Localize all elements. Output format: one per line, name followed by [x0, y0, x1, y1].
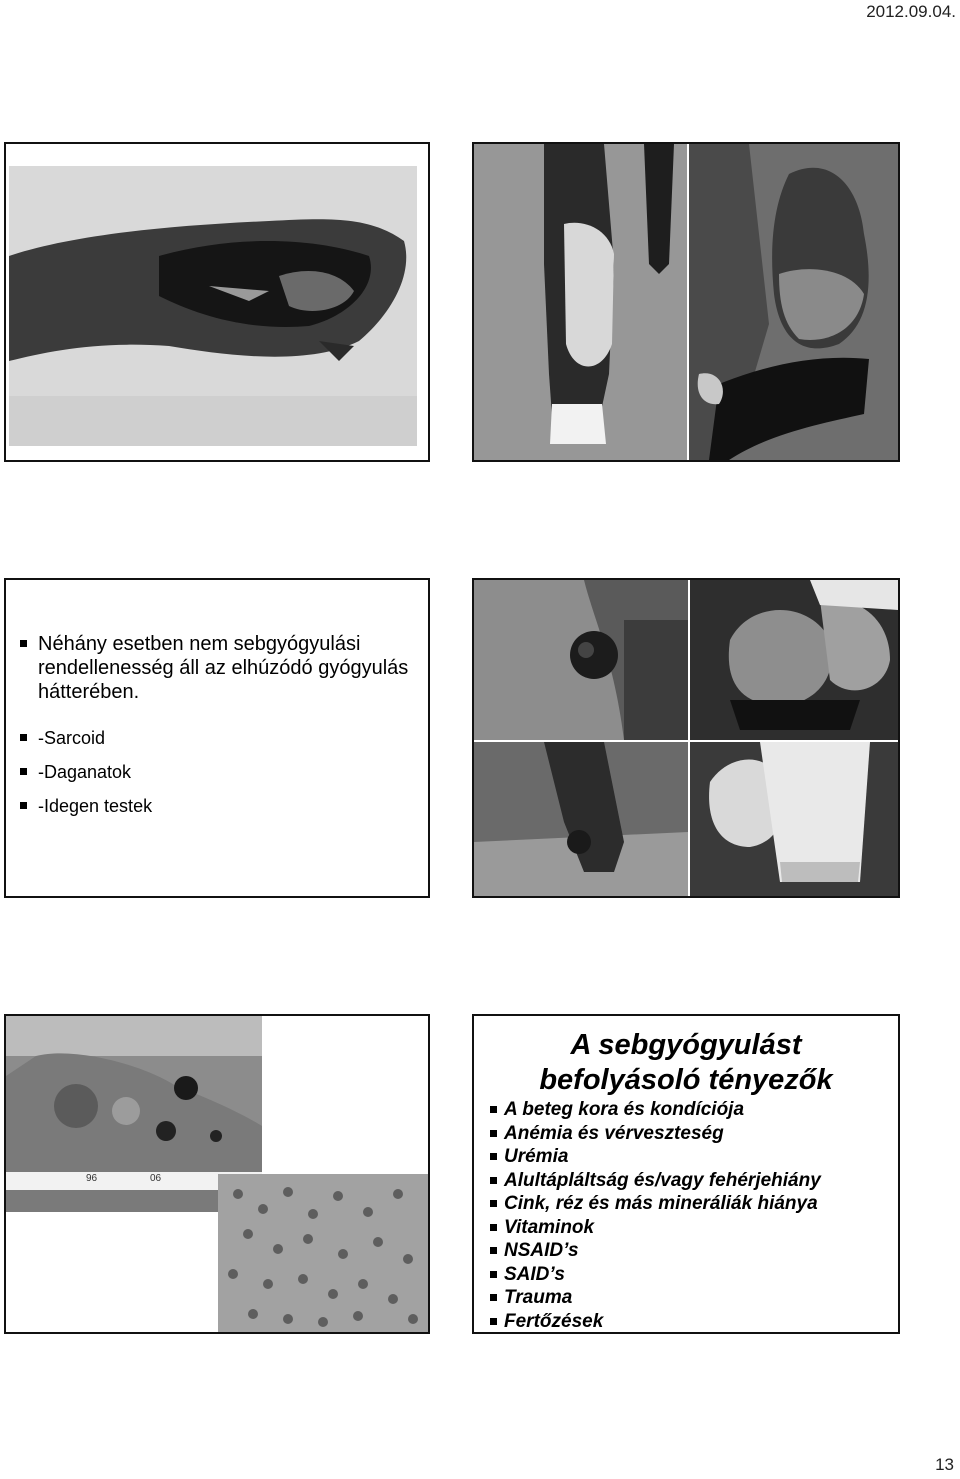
- leg-photo-left: [474, 144, 687, 460]
- bullet-square-icon: [490, 1318, 497, 1325]
- slide-leg-photos: [472, 142, 900, 462]
- slide6-bullet: [474, 1122, 898, 1146]
- slide-healing-factors: [472, 1014, 900, 1334]
- bullet-square-icon: [20, 640, 27, 647]
- bullet-square-icon: [490, 1294, 497, 1301]
- slide6-title-line2: befolyásoló tényezők: [539, 1064, 833, 1096]
- ruler-label-1: 96: [86, 1173, 98, 1184]
- bullet-text: -Idegen testek: [38, 796, 153, 816]
- bullet-square-icon: [20, 768, 27, 775]
- tumor-photo-bottom-left: [474, 742, 688, 896]
- bullet-text: Fertőzések: [504, 1310, 604, 1332]
- bullet-text: Urémia: [504, 1146, 569, 1167]
- slide6-bullet: [474, 1192, 898, 1216]
- tumor-photo-bottom-right: [690, 742, 898, 896]
- bullet-text: Cink, réz és más mineráliák hiánya: [504, 1193, 818, 1214]
- bullet-text: Néhány esetben nem sebgyógyulási rendellenesség áll az elhúzódó gyógyulás hátterében.: [38, 633, 409, 703]
- bullet-text: A beteg kora és kondíciója: [504, 1099, 745, 1120]
- slide-tumor-photos: [472, 578, 900, 898]
- slide3-bullet-1: [6, 632, 428, 704]
- bullet-square-icon: [490, 1247, 497, 1254]
- bullet-text: NSAID’s: [504, 1240, 579, 1261]
- bullet-text: Anémia és vérveszteség: [504, 1122, 724, 1144]
- tumor-photo-top-left: [474, 580, 688, 740]
- bullet-square-icon: [490, 1200, 497, 1207]
- page-date: 2012.09.04.: [866, 2, 956, 21]
- bullet-square-icon: [20, 734, 27, 741]
- slide6-title: [474, 1028, 898, 1098]
- slide6-title-line1: A sebgyógyulást: [570, 1029, 802, 1061]
- slide3-bullet-3: [6, 760, 428, 784]
- slide3-bullet-list: [6, 632, 428, 818]
- slide6-bullet: [474, 1239, 898, 1263]
- histology-photo: [218, 1174, 428, 1332]
- slide-sarcoid-histology: [4, 1014, 430, 1334]
- slide3-bullet-4: [6, 794, 428, 818]
- slide6-bullet: [474, 1286, 898, 1310]
- bullet-text: Alultápláltság és/vagy fehérjehiány: [504, 1169, 821, 1191]
- bullet-square-icon: [490, 1106, 497, 1113]
- slide6-bullet-list: [474, 1098, 898, 1333]
- leg-photo-right: [689, 144, 898, 460]
- slide-sarcoid-text: [4, 578, 430, 898]
- wound-photo: [9, 166, 417, 446]
- bullet-text: Vitaminok: [504, 1216, 595, 1238]
- ruler-label-2: 06: [150, 1173, 162, 1184]
- slide-wound-photo: [4, 142, 430, 462]
- slide6-bullet: [474, 1310, 898, 1334]
- bullet-text: SAID’s: [504, 1263, 565, 1285]
- bullet-square-icon: [490, 1153, 497, 1160]
- bullet-square-icon: [490, 1224, 497, 1231]
- page-number: 13: [935, 1455, 954, 1474]
- bullet-text: Trauma: [504, 1287, 573, 1308]
- bullet-square-icon: [490, 1130, 497, 1137]
- slide6-bullet: [474, 1169, 898, 1193]
- slide3-bullet-2: [6, 726, 428, 750]
- bullet-square-icon: [490, 1177, 497, 1184]
- bullet-square-icon: [490, 1271, 497, 1278]
- slide6-bullet: [474, 1145, 898, 1169]
- tumor-photo-top-right: [690, 580, 898, 740]
- bullet-text: -Daganatok: [38, 762, 132, 782]
- slide6-bullet: [474, 1263, 898, 1287]
- slide6-bullet: [474, 1098, 898, 1122]
- bullet-text: -Sarcoid: [38, 728, 106, 748]
- slide6-bullet: [474, 1216, 898, 1240]
- bullet-square-icon: [20, 802, 27, 809]
